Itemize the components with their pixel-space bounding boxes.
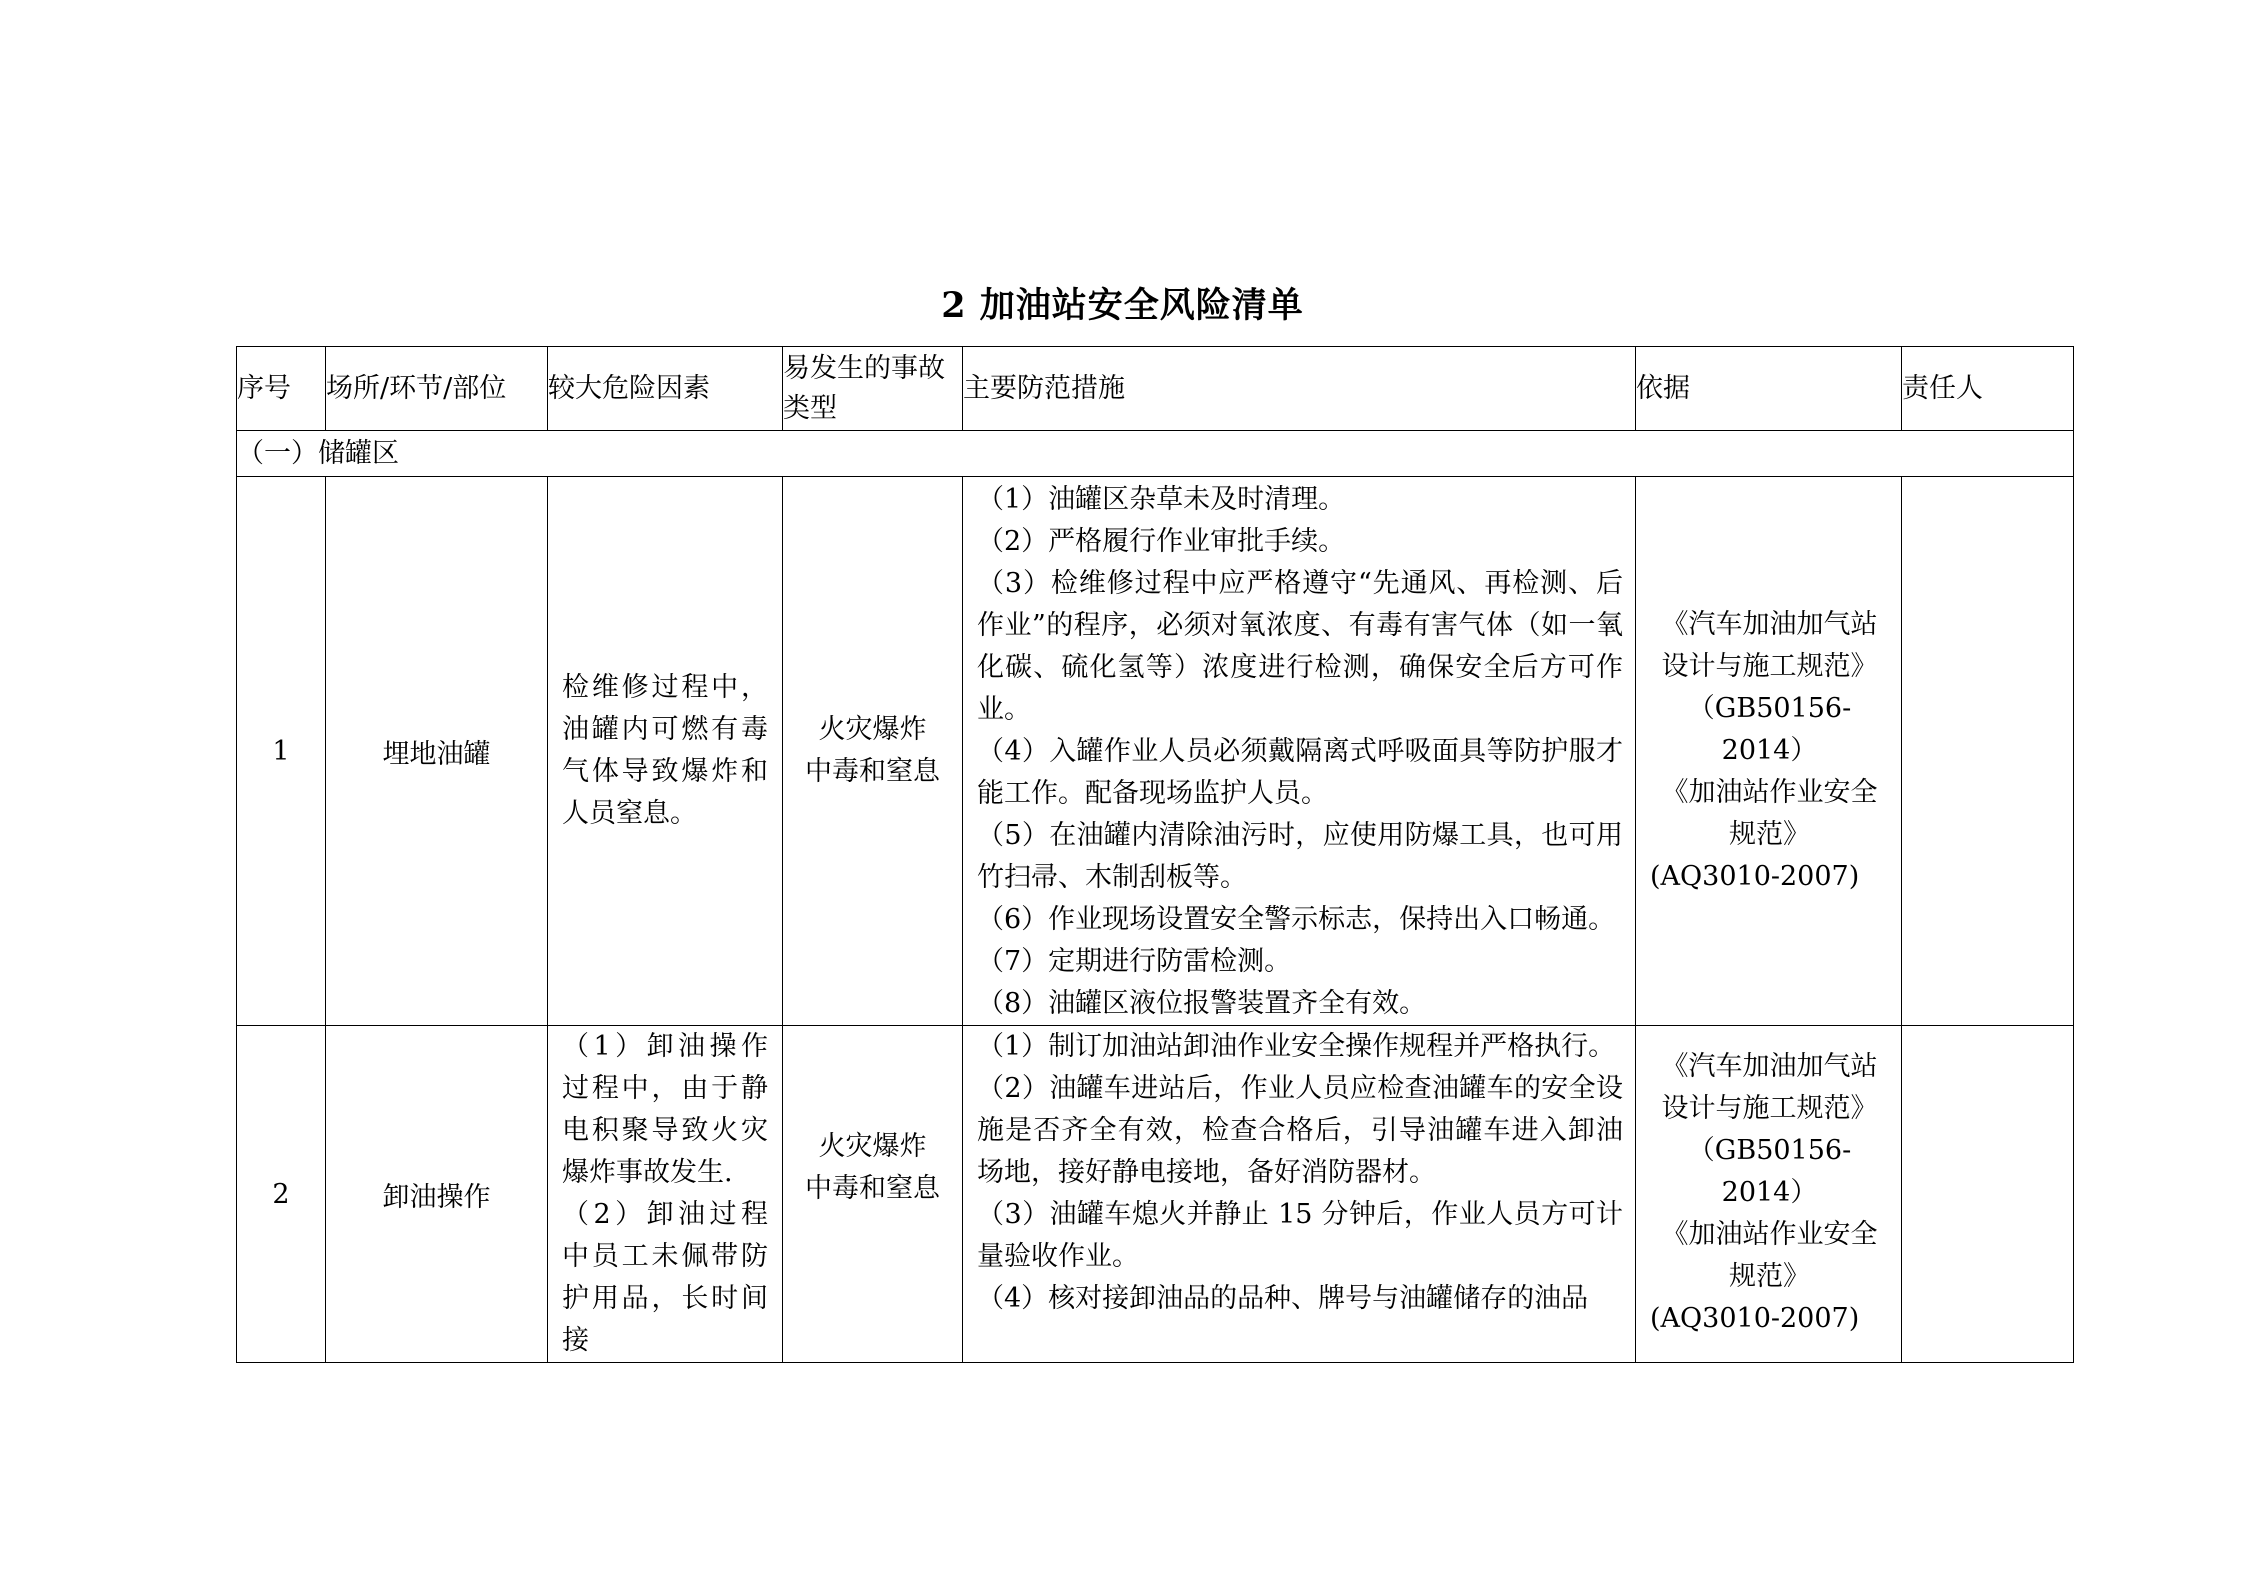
header-hazard: 较大危险因素 [548,347,783,431]
header-index: 序号 [237,347,326,431]
measure-item: （8）油罐区液位报警装置齐全有效。 [977,988,1427,1019]
hazard-item: （2）卸油过程中员工未佩带防护用品，长时间接 [562,1199,768,1356]
section-title: （一）储罐区 [237,431,2074,477]
basis-line: 《加油站作业安全规范》 [1661,777,1878,850]
basis-line: 《汽车加油加气站设计与施工规范》 [1661,1051,1878,1124]
row-accident-type [783,1026,963,1363]
accident-type-line: 中毒和窒息 [805,756,940,787]
basis-line: (AQ3010-2007) [1650,1303,1860,1334]
header-responsible: 责任人 [1902,347,2074,431]
measure-item: （3）检维修过程中应严格遵守“先通风、再检测、后作业”的程序，必须对氧浓度、有毒有害气体（如一氧化碳、硫化氢等）浓度进行检测，确保安全后方可作业。 [977,568,1623,725]
header-basis: 依据 [1636,347,1902,431]
basis-line: 《加油站作业安全规范》 [1661,1219,1878,1292]
measure-item: （1）制订加油站卸油作业安全操作规程并严格执行。 [977,1031,1616,1062]
section-row [237,431,2074,477]
row-index: 1 [237,477,326,1026]
row-hazard [548,1026,783,1363]
row-basis [1636,477,1902,1026]
measure-item: （6）作业现场设置安全警示标志，保持出入口畅通。 [977,904,1616,935]
row-responsible [1902,477,2074,1026]
measure-item: （3）油罐车熄火并静止 15 分钟后，作业人员方可计量验收作业。 [977,1199,1623,1272]
row-responsible [1902,1026,2074,1363]
row-place: 埋地油罐 [326,477,548,1026]
table-row [237,1026,2074,1363]
header-accident-type: 易发生的事故类型 [783,347,963,431]
accident-type-line: 火灾爆炸 [818,1131,927,1162]
measure-item: （1）油罐区杂草未及时清理。 [977,484,1346,515]
accident-type-line: 火灾爆炸 [818,714,927,745]
header-place: 场所/环节/部位 [326,347,548,431]
basis-line: (AQ3010-2007) [1650,861,1860,892]
measure-item: （5）在油罐内清除油污时，应使用防爆工具，也可用竹扫帚、木制刮板等。 [977,820,1623,893]
row-accident-type [783,477,963,1026]
measure-item: （2）油罐车进站后，作业人员应检查油罐车的安全设施是否齐全有效，检查合格后，引导油罐车进入卸油场地，接好静电接地，备好消防器材。 [977,1073,1623,1188]
row-hazard: 检维修过程中，油罐内可燃有毒气体导致爆炸和人员窒息。 [548,477,783,1026]
measure-item: （2）严格履行作业审批手续。 [977,526,1346,557]
hazard-item: （1）卸油操作过程中，由于静电积聚导致火灾爆炸事故发生. [562,1031,768,1188]
row-measures [963,1026,1636,1363]
row-basis [1636,1026,1902,1363]
basis-line: 《汽车加油加气站设计与施工规范》 [1661,609,1878,682]
row-measures [963,477,1636,1026]
header-row [237,347,2074,431]
risk-table [236,346,2074,1363]
measure-item: （4）核对接卸油品的品种、牌号与油罐储存的油品 [977,1283,1589,1314]
table-row [237,477,2074,1026]
basis-line: （GB50156-2014） [1687,1135,1852,1208]
measure-item: （4）入罐作业人员必须戴隔离式呼吸面具等防护服才能工作。配备现场监护人员。 [977,736,1623,809]
page-title: 2 加油站安全风险清单 [941,285,1304,326]
row-index: 2 [237,1026,326,1363]
measure-item: （7）定期进行防雷检测。 [977,946,1292,977]
header-measures: 主要防范措施 [963,347,1636,431]
row-place: 卸油操作 [326,1026,548,1363]
basis-line: （GB50156-2014） [1687,693,1852,766]
accident-type-line: 中毒和窒息 [805,1173,940,1204]
